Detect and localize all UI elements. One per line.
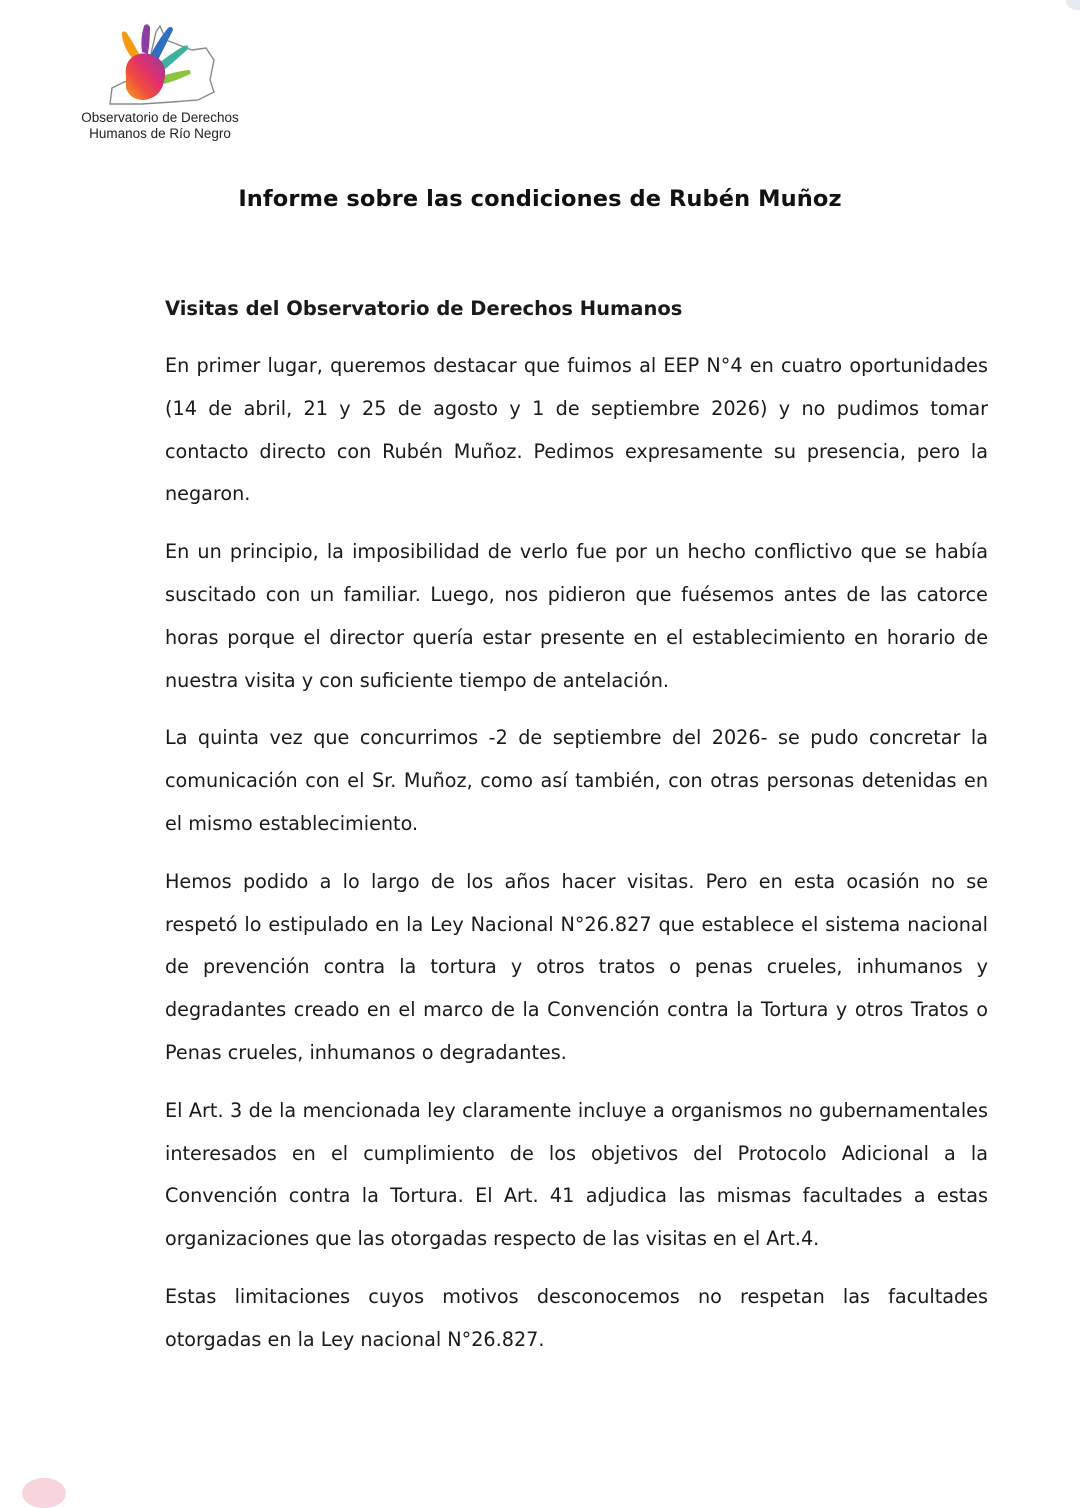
paragraph-6: Estas limitaciones cuyos motivos desconocemos no respetan las facultades otorgadas en la Ley nacional N°26.827. bbox=[165, 1284, 988, 1351]
paragraph-1: En primer lugar, queremos destacar que fuimos al EEP N°4 en cuatro oportunidades (14 de abril, 21 y 25 de agosto y 1 de septiembre 2026) y no pudimos tomar contacto directo con Rubén Muñoz. Pedimos expresamente su presencia, pero la negaron. bbox=[165, 354, 988, 506]
paragraph-3: La quinta vez que concurrimos -2 de septiembre del 2026- se pudo concretar la comunicación con el Sr. Muñoz, como así también, con otras personas detenidas en el mismo establecimiento. bbox=[165, 726, 988, 835]
paragraph-2: En un principio, la imposibilidad de verlo fue por un hecho conflictivo que se había suscitado con un familiar. Luego, nos pidieron que fuésemos antes de las catorce horas porque el director quería estar presente en el establecimiento en horario de nuestra visita y con suficiente tiempo de antelación. bbox=[165, 540, 988, 692]
paragraph-4: Hemos podido a lo largo de los años hacer visitas. Pero en esta ocasión no se respetó lo estipulado en la Ley Nacional N°26.827 que establece el sistema nacional de prevención contra la tortura y otros tratos o penas crueles, inhumanos y degradantes creado en el marco de la Convención contra la Tortura y otros Tratos o Penas crueles, inhumanos o degradantes. bbox=[165, 869, 988, 1064]
document-title: Informe sobre las condiciones de Rubén Muñoz bbox=[238, 186, 842, 212]
org-name bbox=[60, 110, 260, 142]
corner-artifact bbox=[1066, 0, 1080, 10]
org-name-line-2: Humanos de Río Negro bbox=[89, 126, 231, 141]
corner-artifact-bottom bbox=[22, 1478, 66, 1508]
section-heading: Visitas del Observatorio de Derechos Humanos bbox=[165, 297, 683, 320]
paragraph-5: El Art. 3 de la mencionada ley claramente incluye a organismos no gubernamentales interesados en el cumplimiento de los objetivos del Protocolo Adicional a la Convención contra la Tortura. El Art. 41 adjudica las mismas facultades a estas organizaciones que las otorgadas respecto de las visitas en el Art.4. bbox=[165, 1098, 988, 1251]
org-logo bbox=[60, 18, 260, 148]
document-body bbox=[165, 294, 988, 1377]
org-name-line-1: Observatorio de Derechos bbox=[81, 110, 239, 125]
rainbow-hand-logo-icon bbox=[102, 18, 222, 110]
